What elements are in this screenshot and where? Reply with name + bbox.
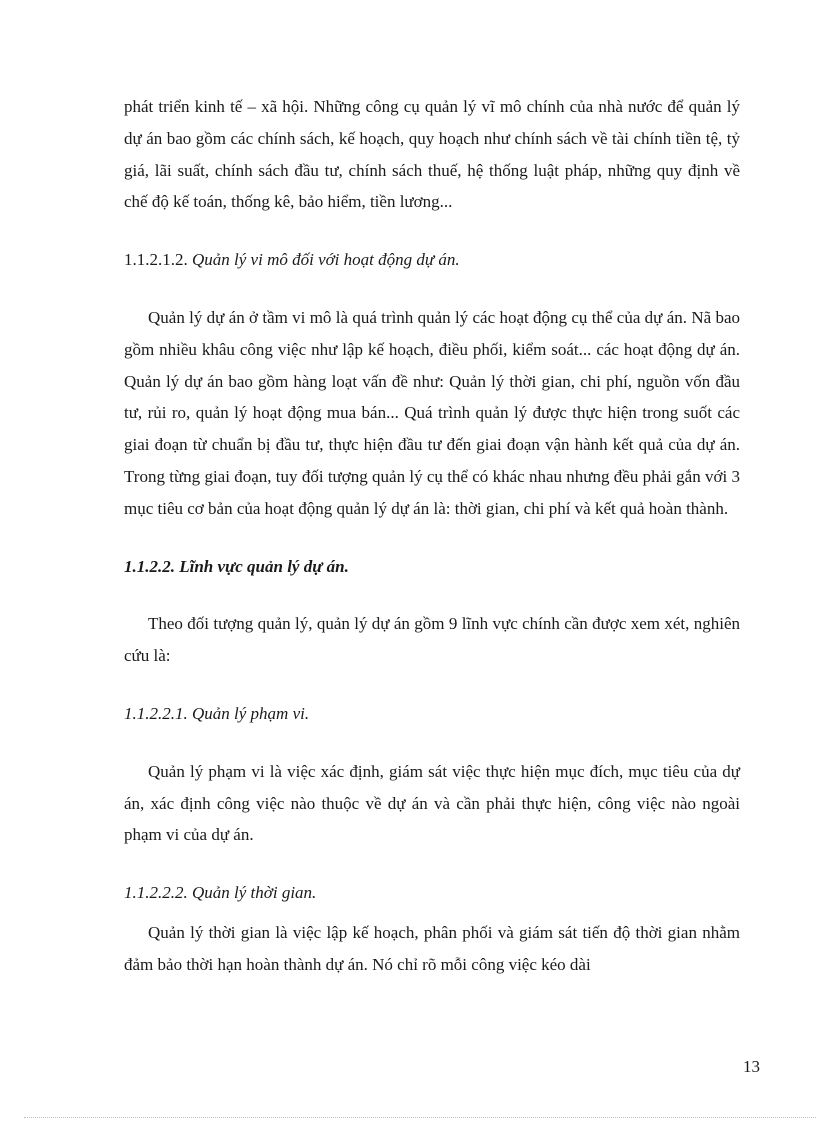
spacer bbox=[124, 909, 740, 917]
paragraph-time-management: Quản lý thời gian là việc lập kế hoạch, phân phối và giám sát tiến độ thời gian nhằm đảm bảo thời hạn hoàn thành dự án. Nó chỉ rõ mỗi công việc kéo dài bbox=[124, 922, 740, 974]
spacer bbox=[124, 730, 740, 756]
page-number: 13 bbox=[743, 1057, 760, 1076]
heading-micro-number: 1.1.2.1.2. bbox=[124, 250, 188, 270]
heading-time-management: 1.1.2.2.2. Quản lý thời gian. bbox=[124, 883, 317, 903]
spacer bbox=[124, 218, 740, 244]
heading-micro-management bbox=[124, 244, 740, 276]
paragraph-project-fields: Theo đối tượng quản lý, quản lý dự án gồm 9 lĩnh vực chính cần được xem xét, nghiên cứu là: bbox=[124, 614, 740, 666]
heading-scope-management: 1.1.2.2.1. Quản lý phạm vi. bbox=[124, 703, 310, 723]
paragraph-intro: phát triển kinh tế – xã hội. Những công cụ quản lý vĩ mô chính của nhà nước để quản lý dự án bao gồm các chính sách, kế hoạch, quy hoạch như chính sách về tài chính tiền tệ, tỷ giá, lãi suất, chính sách đầu tư, chính sách thuế, hệ thống luật pháp, những quy định về chế độ kế toán, thống kê, bảo hiểm, tiền lương... bbox=[124, 97, 740, 212]
spacer bbox=[124, 672, 740, 698]
paragraph-micro-management: Quản lý dự án ở tầm vi mô là quá trình quản lý các hoạt động cụ thể của dự án. Nã bao gồm nhiều khâu công việc như lập kế hoạch, điều phối, kiểm soát... các hoạt động dự án. Quản lý dự án bao gồm hàng loạt vấn đề như: Quản lý thời gian, chi phí, nguồn vốn đầu tư, rủi ro, quản lý hoạt động mua bán... Quá trình quản lý được thực hiện trong suốt các giai đoạn từ chuẩn bị đầu tư, thực hiện đầu tư đến giai đoạn vận hành kết quả của dự án. Trong từng giai đoạn, tuy đối tượng quản lý cụ thể có khác nhau nhưng đều phải gắn với 3 mục tiêu cơ bản của hoạt động quản lý dự án là: thời gian, chi phí và kết quả hoàn thành. bbox=[124, 307, 740, 518]
spacer bbox=[124, 525, 740, 551]
heading-micro-title: Quản lý vi mô đối với hoạt động dự án. bbox=[192, 250, 460, 270]
spacer bbox=[124, 851, 740, 877]
page-bottom-divider bbox=[24, 1117, 816, 1118]
spacer bbox=[124, 582, 740, 608]
spacer bbox=[124, 276, 740, 302]
page-content bbox=[124, 91, 740, 981]
heading-project-fields: 1.1.2.2. Lĩnh vực quản lý dự án. bbox=[124, 556, 349, 576]
paragraph-scope-management: Quản lý phạm vi là việc xác định, giám sát việc thực hiện mục đích, mục tiêu của dự án, xác định công việc nào thuộc về dự án và cần phải thực hiện, công việc nào ngoài phạm vi của dự án. bbox=[124, 761, 740, 845]
